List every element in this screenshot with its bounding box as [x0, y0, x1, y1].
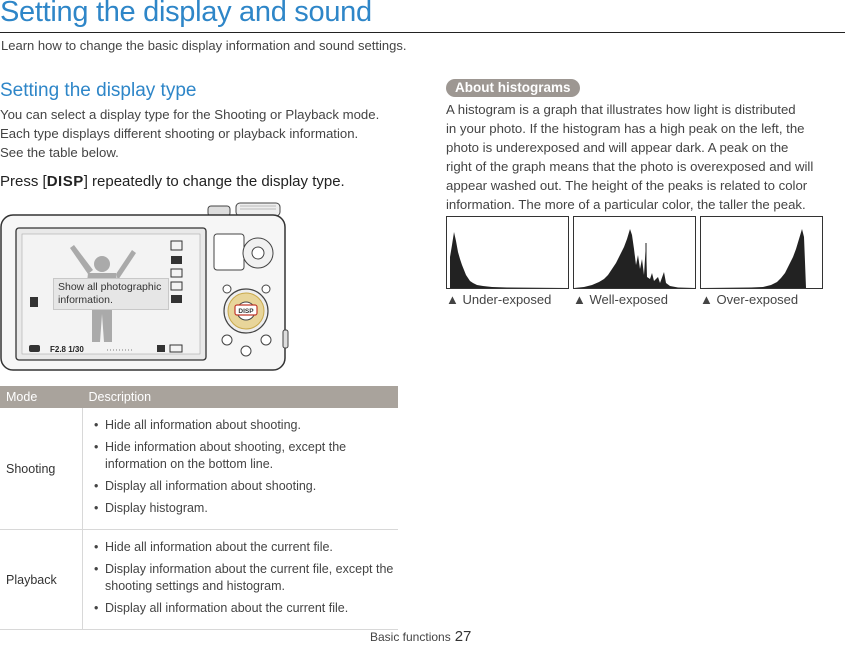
table-row — [0, 530, 398, 630]
display-mode-table — [0, 386, 398, 630]
histogram-body-line: information. The more of a particular color, the taller the peak. — [446, 197, 806, 212]
mode-cell: Playback — [0, 530, 83, 630]
column-header-mode: Mode — [0, 386, 83, 408]
press-instruction — [0, 173, 345, 190]
histogram-label-pill: About histograms — [446, 79, 580, 97]
histogram-under-exposed — [446, 216, 569, 289]
histogram-well-exposed — [573, 216, 696, 289]
title-divider — [0, 32, 845, 33]
list-item: • Display information about the current file, except the shooting settings and histogram. — [96, 561, 397, 595]
list-item: • Display histogram. — [96, 500, 397, 517]
list-item: • Display all information about the current file. — [96, 600, 397, 617]
mode-cell: Shooting — [0, 408, 83, 530]
list-item: • Hide all information about the current file. — [96, 539, 397, 556]
section-body — [0, 105, 410, 162]
footer-section-label: Basic functions — [370, 630, 451, 644]
screen-exposure-readout: F2.8 1/30 — [50, 345, 84, 354]
callout-line: information. — [58, 294, 113, 306]
description-list — [84, 409, 397, 528]
column-header-description: Description — [83, 386, 399, 408]
list-item: • Display all information about shooting. — [96, 478, 397, 495]
histogram-body-line: A histogram is a graph that illustrates how light is distributed — [446, 102, 796, 117]
section-heading: Setting the display type — [0, 80, 197, 101]
section-body-line: See the table below. — [0, 145, 119, 160]
press-text-after: ] repeatedly to change the display type. — [83, 173, 345, 190]
histogram-body — [446, 100, 838, 214]
callout-line: Show all photographic — [58, 281, 162, 293]
description-cell — [83, 408, 399, 530]
disp-button-label: DISP — [238, 308, 254, 315]
page-footer — [370, 628, 471, 645]
section-body-line: Each type displays different shooting or playback information. — [0, 126, 359, 141]
callout-label — [53, 278, 169, 310]
caption-under-exposed: ▲ Under-exposed — [446, 292, 552, 307]
table-row — [0, 408, 398, 530]
page-number: 27 — [454, 628, 472, 645]
list-item: • Hide information about shooting, except the information on the bottom line. — [96, 439, 397, 473]
caption-over-exposed: ▲ Over-exposed — [700, 292, 799, 307]
histogram-over-exposed — [700, 216, 823, 289]
caption-well-exposed: ▲ Well-exposed — [573, 292, 668, 307]
histogram-body-line: in your photo. If the histogram has a high peak on the left, the — [446, 121, 805, 136]
table-header-row — [0, 386, 398, 408]
page-title: Setting the display and sound — [0, 0, 372, 28]
list-item: • Hide all information about shooting. — [96, 417, 397, 434]
histogram-body-line: right of the graph means that the photo is overexposed and will — [446, 159, 814, 174]
histogram-body-line: appear washed out. The height of the peaks is related to color — [446, 178, 808, 193]
histogram-body-line: photo is underexposed and will appear dark. A peak on the — [446, 140, 789, 155]
description-list — [84, 531, 397, 628]
description-cell — [83, 530, 399, 630]
intro-text: Learn how to change the basic display information and sound settings. — [1, 38, 407, 53]
press-text-before: Press [ — [0, 173, 47, 190]
disp-button-glyph: DISP — [46, 173, 84, 190]
section-body-line: You can select a display type for the Shooting or Playback mode. — [0, 107, 380, 122]
